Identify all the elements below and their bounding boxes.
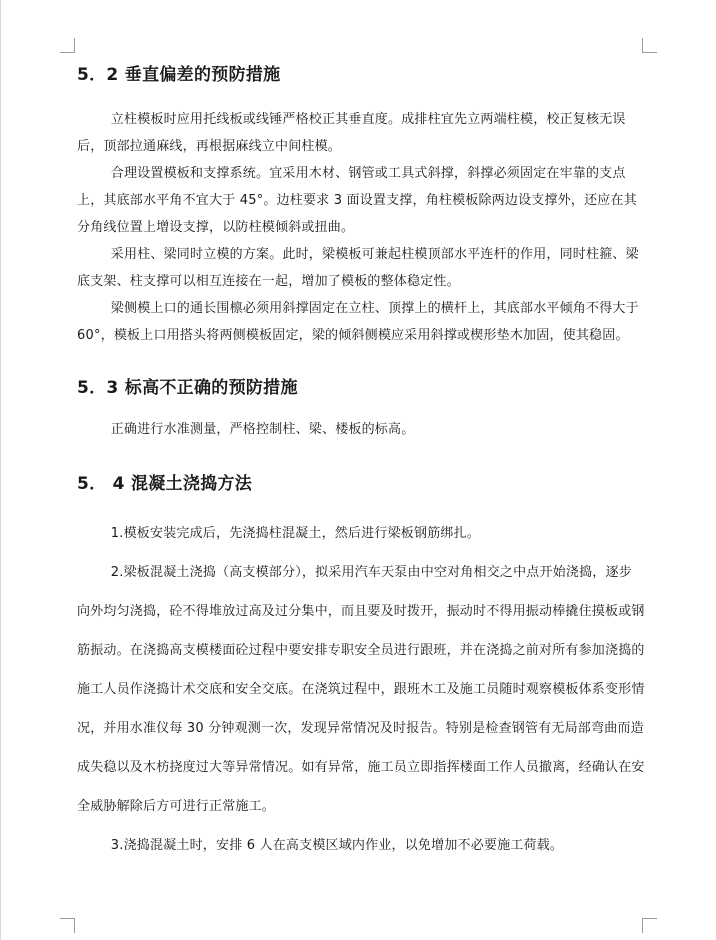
section-heading: 5．3 标高不正确的预防措施: [77, 378, 298, 398]
paragraph: 3.浇捣混凝土时，安排 6 人在高支模区域内作业，以免增加不必要施工荷载。: [110, 838, 564, 853]
paragraph: 梁侧模上口的通长围檩必须用斜撑固定在立柱、顶撑上的横杆上，其底部水平倾角不得大于 60°，模板上口用搭头将两侧模板固定，梁的倾斜侧模应采用斜撑或楔形垫木加固，使其稳固。: [77, 301, 639, 343]
paragraph: 立柱模板时应用托线板或线锤严格校正其垂直度。成排柱宜先立两端柱模，校正复核无误后，顶部拉通麻线，再根据麻线立中间柱模。: [77, 112, 626, 154]
paragraph: 正确进行水准测量，严格控制柱、梁、楼板的标高。: [110, 422, 415, 437]
crop-mark-top-left: [60, 38, 75, 53]
document-body: [77, 60, 645, 865]
crop-mark-bottom-left: [60, 918, 75, 933]
paragraph: 合理设置模板和支撑系统。宜采用木材、钢管或工具式斜撑，斜撑必须固定在牢靠的支点上，其底部水平角不宜大于 45°。边柱要求 3 面设置支撑，角柱模板除两边设支撑外，还应在其分角线位置上增设支撑，以防柱模倾斜或扭曲。: [77, 166, 637, 235]
crop-mark-bottom-right: [642, 918, 657, 933]
section-heading: 5． 4 混凝土浇捣方法: [77, 474, 253, 494]
section-elevation: [77, 373, 645, 443]
paragraph: 采用柱、梁同时立模的方案。此时，梁模板可兼起柱模顶部水平连杆的作用，同时柱箍、梁底支架、柱支撑可以相互连接在一起，增加了模板的整体稳定性。: [77, 247, 639, 289]
section-heading: 5．2 垂直偏差的预防措施: [77, 65, 281, 85]
paragraph: 1.模板安装完成后，先浇捣柱混凝土，然后进行梁板钢筋绑扎。: [110, 526, 481, 541]
section-concrete-pouring: [77, 469, 645, 865]
crop-mark-top-right: [642, 38, 657, 53]
section-vertical-deviation: [77, 60, 645, 349]
paragraph: 2.梁板混凝土浇捣（高支模部分），拟采用汽车天泵由中空对角相交之中点开始浇捣，逐步向外均匀浇捣，砼不得堆放过高及过分集中，而且要及时拨开，振动时不得用振动棒撬住摸板或钢筋振动。在浇捣高支模楼面砼过程中要安排专职安全员进行跟班，并在浇捣之前对所有参加浇捣的施工人员作浇捣计术交底和安全交底。在浇筑过程中，跟班木工及施工员随时观察模板体系变形情况，并用水准仪每 30 分钟观测一次，发现异常情况及时报告。特别是检查钢管有无局部弯曲而造成失稳以及木枋挠度过大等异常情况。如有异常，施工员立即指挥楼面工作人员撤离，经确认在安全威胁解除后方可进行正常施工。: [77, 565, 645, 814]
